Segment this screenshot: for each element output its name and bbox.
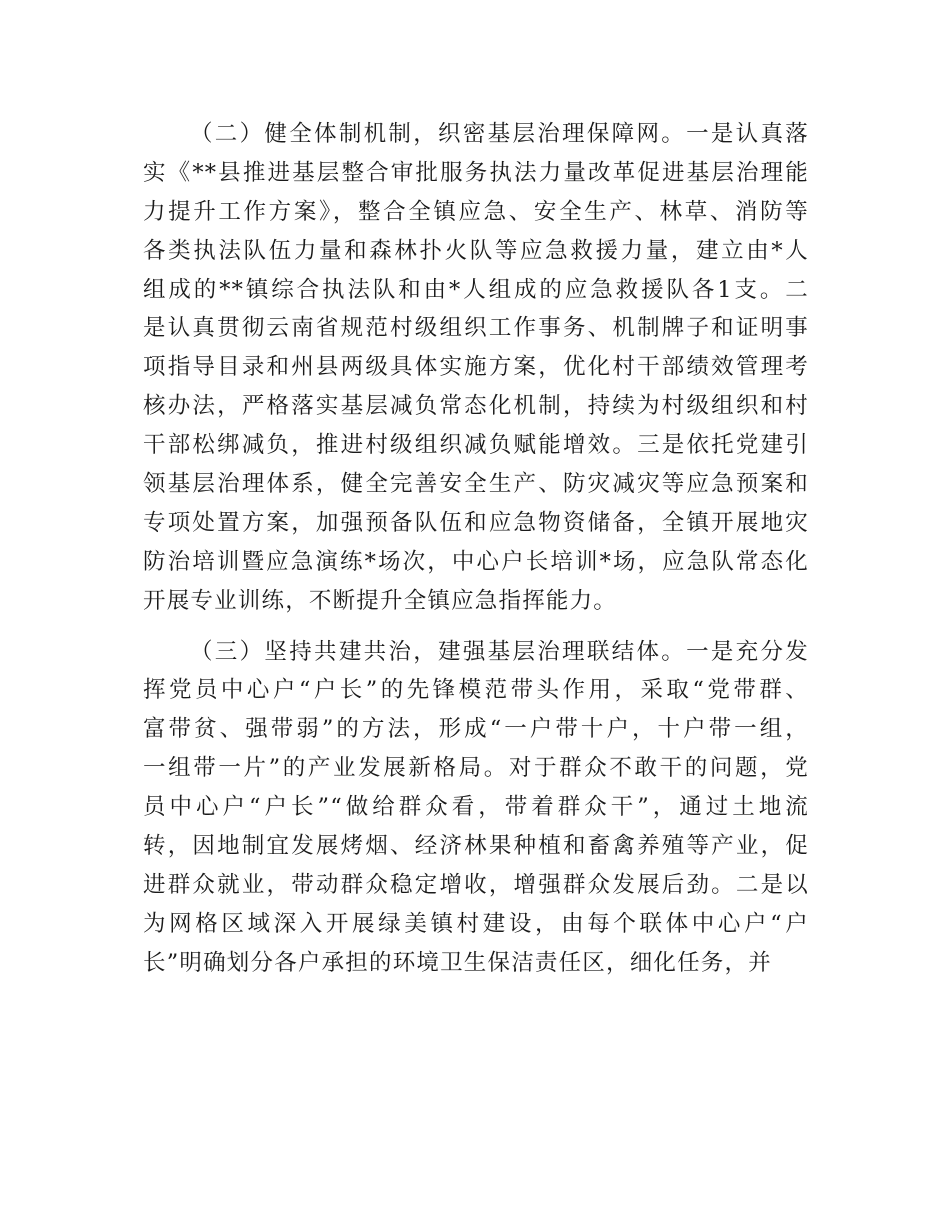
paragraph-line: 核办法，严格落实基层减负常态化机制，持续为村级组织和村 (143, 393, 809, 420)
paragraph-line: 项指导目录和州县两级具体实施方案，优化村干部绩效管理考 (143, 354, 809, 381)
paragraph-line: 为网格区域深入开展绿美镇村建设，由每个联体中心户“户 (143, 910, 809, 937)
paragraph-two (143, 115, 809, 621)
paragraph-line: 员中心户“户长”“做给群众看，带着群众干”，通过土地流 (143, 794, 809, 821)
paragraph-line: 开展专业训练，不断提升全镇应急指挥能力。 (143, 587, 618, 614)
paragraph-spacer (143, 621, 809, 633)
paragraph-line: 转，因地制宜发展烤烟、经济林果种植和畜禽养殖等产业，促 (143, 833, 809, 860)
paragraph-line: 长”明确划分各户承担的环境卫生保洁责任区，细化任务，并 (143, 949, 772, 976)
paragraph-line: 防治培训暨应急演练*场次，中心户长培训*场，应急队常态化 (143, 548, 809, 575)
document-body (143, 115, 809, 983)
paragraph-line: 挥党员中心户“户长”的先锋模范带头作用，采取“党带群、 (143, 677, 809, 704)
paragraph-line: 进群众就业，带动群众稳定增收，增强群众发展后劲。二是以 (143, 871, 809, 898)
paragraph-line: 实《**县推进基层整合审批服务执法力量改革促进基层治理能 (143, 159, 809, 186)
paragraph-line: 专项处置方案，加强预备队伍和应急物资储备，全镇开展地灾 (143, 509, 809, 536)
paragraph-line: 是认真贯彻云南省规范村级组织工作事务、机制牌子和证明事 (143, 315, 809, 342)
paragraph-line: （三）坚持共建共治，建强基层治理联结体。一是充分发 (190, 638, 809, 665)
paragraph-line: 一组带一片”的产业发展新格局。对于群众不敢干的问题，党 (143, 755, 809, 782)
paragraph-line: 力提升工作方案》，整合全镇应急、安全生产、林草、消防等 (143, 198, 809, 225)
paragraph-line: 富带贫、强带弱”的方法，形成“一户带十户，十户带一组， (143, 716, 809, 743)
paragraph-three (143, 633, 809, 983)
paragraph-line: 领基层治理体系，健全完善安全生产、防灾减灾等应急预案和 (143, 471, 809, 498)
paragraph-line: 干部松绑减负，推进村级组织减负赋能增效。三是依托党建引 (143, 432, 809, 459)
paragraph-line: 各类执法队伍力量和森林扑火队等应急救援力量，建立由*人 (143, 237, 809, 264)
paragraph-line: 组成的**镇综合执法队和由*人组成的应急救援队各1支。二 (143, 276, 809, 303)
paragraph-line: （二）健全体制机制，织密基层治理保障网。一是认真落 (190, 121, 809, 147)
